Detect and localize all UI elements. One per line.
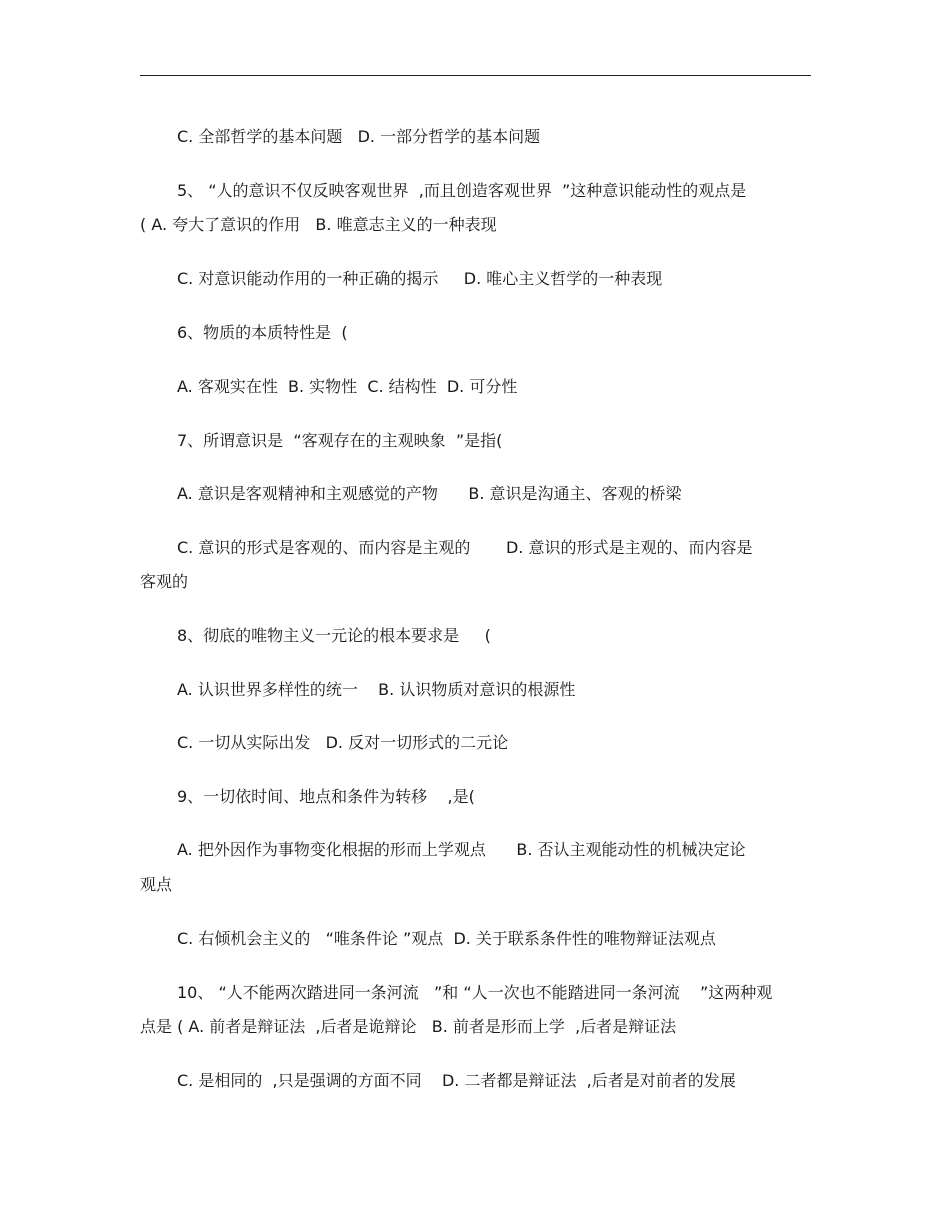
line-q9-options-ab-cont: 观点 — [140, 875, 173, 894]
line-q8-stem: 8、彻底的唯物主义一元论的根本要求是 ( — [177, 626, 491, 645]
line-q10-options-cd: C. 是相同的 ,只是强调的方面不同 D. 二者都是辩证法 ,后者是对前者的发展 — [177, 1071, 736, 1090]
line-q5-options-cd: C. 对意识能动作用的一种正确的揭示 D. 唯心主义哲学的一种表现 — [177, 269, 663, 288]
line-q7-stem: 7、所谓意识是 “客观存在的主观映象 ”是指( — [177, 431, 503, 450]
line-q7-options-cd: C. 意识的形式是客观的、而内容是主观的 D. 意识的形式是主观的、而内容是 — [177, 538, 753, 557]
line-q9-stem: 9、一切依时间、地点和条件为转移 ,是( — [177, 787, 475, 806]
line-q9-options-cd: C. 右倾机会主义的 “唯条件论 ”观点 D. 关于联系条件性的唯物辩证法观点 — [177, 929, 716, 948]
line-q7-options-cd-cont: 客观的 — [140, 572, 189, 591]
line-q4-options-cd: C. 全部哲学的基本问题 D. 一部分哲学的基本问题 — [177, 127, 541, 146]
line-q9-options-ab: A. 把外因作为事物变化根据的形而上学观点 B. 否认主观能动性的机械决定论 — [177, 840, 746, 859]
line-q8-options-ab: A. 认识世界多样性的统一 B. 认识物质对意识的根源性 — [177, 680, 576, 699]
line-q6-options: A. 客观实在性 B. 实物性 C. 结构性 D. 可分性 — [177, 377, 518, 396]
line-q5-options-ab: ( A. 夸大了意识的作用 B. 唯意志主义的一种表现 — [140, 215, 497, 234]
line-q10-options-ab: 点是 ( A. 前者是辩证法 ,后者是诡辩论 B. 前者是形而上学 ,后者是辩证法 — [140, 1017, 677, 1036]
line-q8-options-cd: C. 一切从实际出发 D. 反对一切形式的二元论 — [177, 733, 509, 752]
header-rule — [140, 75, 811, 76]
line-q6-stem: 6、物质的本质特性是 ( — [177, 323, 348, 342]
line-q10-stem: 10、 “人不能两次踏进同一条河流 ”和 “人一次也不能踏进同一条河流 ”这两种观 — [177, 983, 773, 1002]
line-q5-stem: 5、 “人的意识不仅反映客观世界 ,而且创造客观世界 ”这种意识能动性的观点是 — [177, 181, 747, 200]
line-q7-options-ab: A. 意识是客观精神和主观感觉的产物 B. 意识是沟通主、客观的桥梁 — [177, 484, 682, 503]
